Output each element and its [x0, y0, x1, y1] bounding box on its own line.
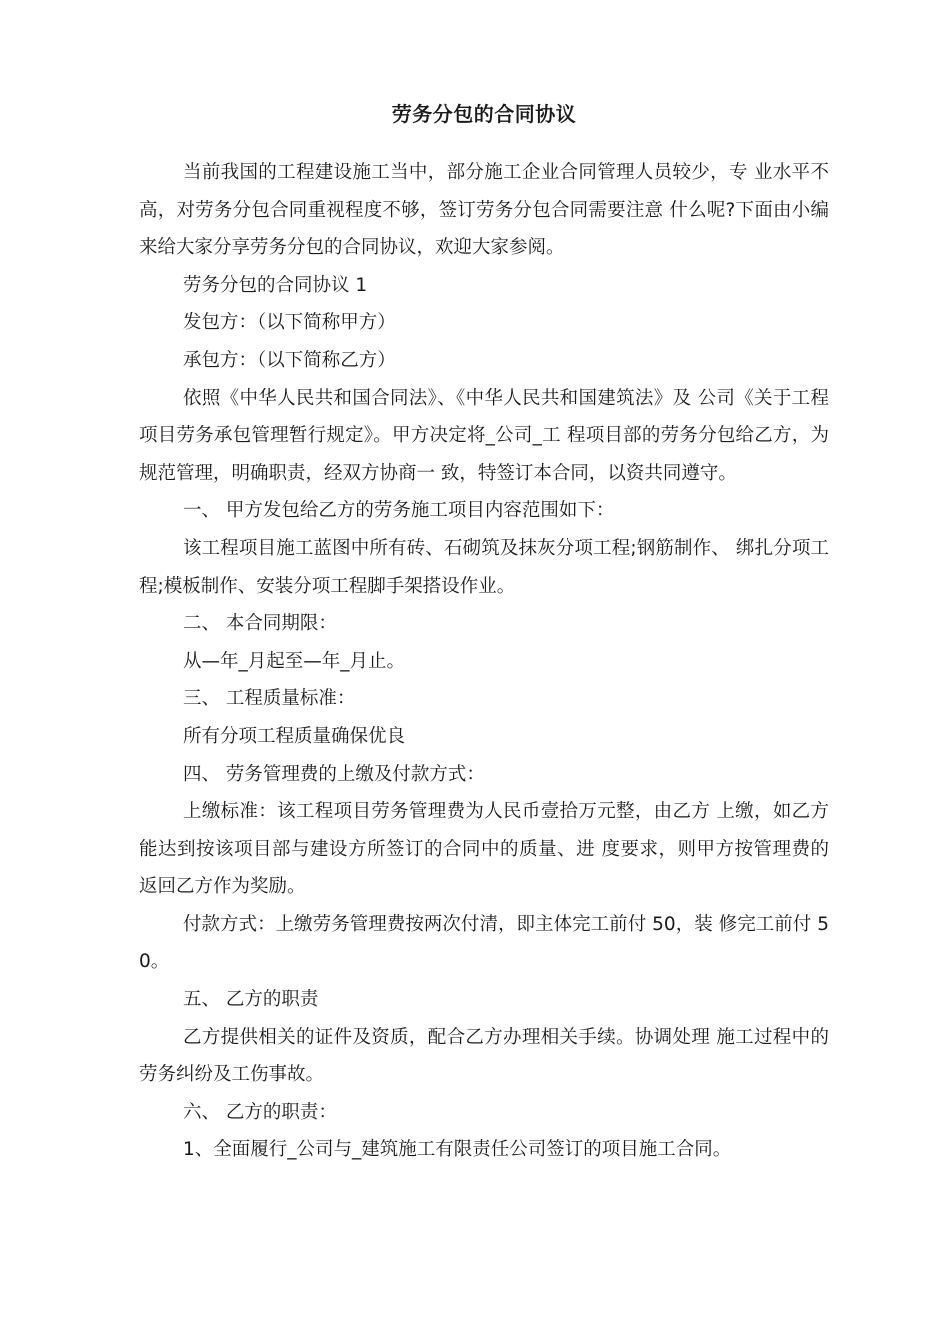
- document-title: 劳务分包的合同协议: [391, 102, 577, 126]
- paragraph-duties: 乙方提供相关的证件及资质，配合乙方办理相关手续。协调处理 施工过程中的劳务纠纷及工伤事故。: [139, 1026, 829, 1086]
- paragraph-party-a: 发包方：（以下简称甲方）: [183, 312, 396, 334]
- section-heading-2: 二、 本合同期限：: [183, 613, 337, 635]
- section-heading-6: 六、 乙方的职责：: [183, 1101, 337, 1123]
- paragraph-party-b: 承包方：（以下简称乙方）: [183, 349, 396, 371]
- section-heading-5: 五、 乙方的职责: [183, 989, 319, 1011]
- document-page: [139, 96, 829, 1169]
- paragraph-scope: 该工程项目施工蓝图中所有砖、石砌筑及抹灰分项工程;钢筋制作、 绑扎分项工程;模板制作、安装分项工程脚手架搭设作业。: [139, 537, 829, 597]
- paragraph-intro: 当前我国的工程建设施工当中，部分施工企业合同管理人员较少，专 业水平不高，对劳务分包合同重视程度不够，签订劳务分包合同需要注意 什么呢?下面由小编来给大家分享劳务分包的合同协议，欢迎大家参阅。: [139, 162, 829, 259]
- section-heading-4: 四、 劳务管理费的上缴及付款方式：: [183, 763, 485, 785]
- paragraph-basis: 依照《中华人民共和国合同法》、《中华人民共和国建筑法》及 公司《关于工程项目劳务承包管理暂行规定》。甲方决定将_公司_工 程项目部的劳务分包给乙方，为规范管理，明确职责，经双方协商一 致，特签订本合同，以资共同遵守。: [139, 387, 829, 484]
- paragraph-period: 从—年_月起至—年_月止。: [183, 650, 406, 672]
- section-heading-1: 一、 甲方发包给乙方的劳务施工项目内容范围如下：: [183, 500, 615, 522]
- paragraph-fee-standard: 上缴标准：该工程项目劳务管理费为人民币壹拾万元整，由乙方 上缴，如乙方能达到按该项目部与建设方所签订的合同中的质量、进 度要求，则甲方按管理费的返回乙方作为奖励。: [139, 801, 829, 898]
- paragraph-quality: 所有分项工程质量确保优良: [183, 725, 406, 747]
- paragraph-subtitle: 劳务分包的合同协议 1: [183, 274, 368, 296]
- section-heading-3: 三、 工程质量标准：: [183, 688, 356, 710]
- paragraph-payment-method: 付款方式：上缴劳务管理费按两次付清，即主体完工前付 50，装 修完工前付 50。: [139, 913, 829, 973]
- paragraph-duty-1: 1、全面履行_公司与_建筑施工有限责任公司签订的项目施工合同。: [183, 1139, 732, 1161]
